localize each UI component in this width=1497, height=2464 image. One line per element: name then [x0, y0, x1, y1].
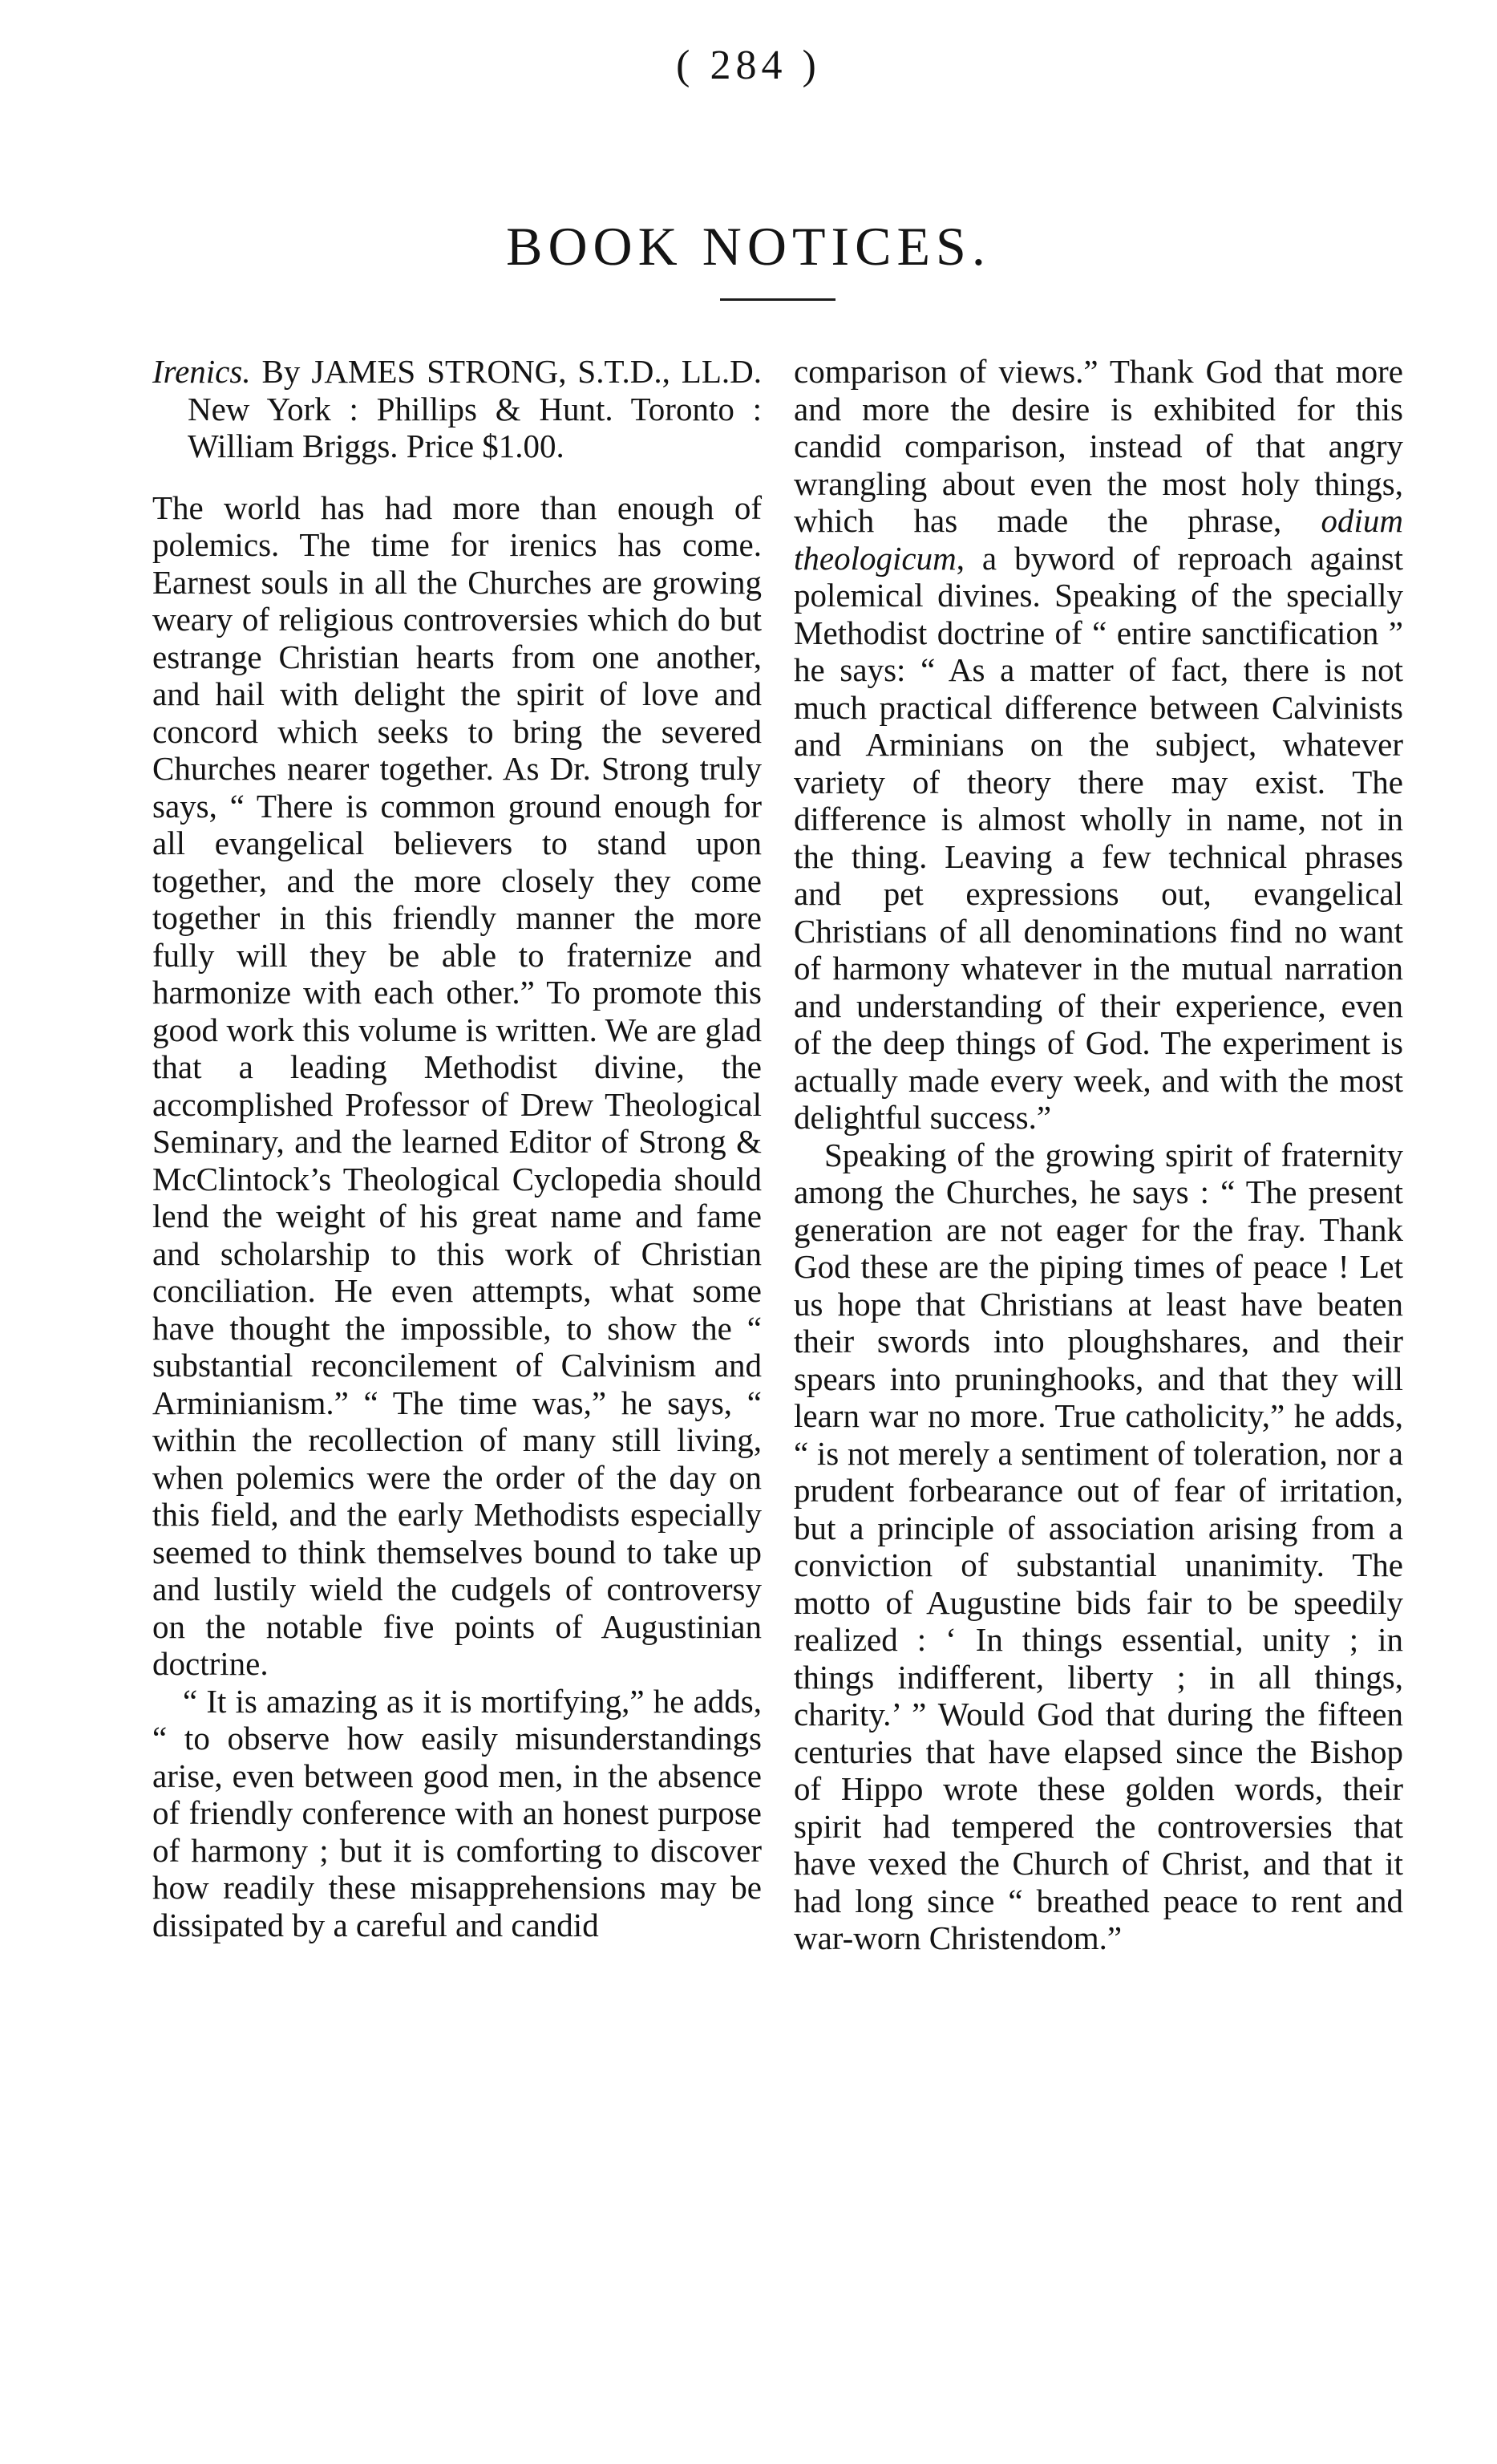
- review-paragraph-1: The world has had more than enough of polemics. The time for irenics has come. Earnest souls in all the Churches are growing weary of religious controversies which do but estrange Christian hearts from one another, and hail with delight the spirit of love and concord which seeks to bring the severed Churches nearer together. As Dr. Strong truly says, “ There is common ground enough for all evangelical believers to stand upon together, and the more closely they come together in this friendly manner the more fully will they be able to fraternize and harmonize with each other.” To promote this good work this volume is written. We are glad that a leading Methodist divine, the accomplished Professor of Drew Theological Seminary, and the learned Editor of Strong & McClintock’s Theological Cyclopedia should lend the weight of his great name and fame and scholarship to this work of Christian conciliation. He even attempts, what some have thought the impossible, to show the “ substantial reconcilement of Calvinism and Arminianism.” “ The time was,” he says, “ within the recollection of many still living, when polemics were the order of the day on this field, and the early Methodists especially seemed to think themselves bound to take up and lustily wield the cudgels of controversy on the notable five points of Augustinian doctrine.: [152, 488, 762, 1682]
- review-paragraph-2: “ It is amazing as it is mortifying,” he adds, “ to observe how easily misunderstandings arise, even between good men, in the absence of friendly conference with an honest purpose of harmony ; but it is comforting to discover how readily these misapprehensions may be dissipated by a careful and candid: [152, 1682, 762, 1943]
- paragraph-text: comparison of views.” Thank God that more and more the desire is exhibited for this candid comparison, instead of that angry wrangling about even the most holy things, which has made the phrase,: [794, 353, 1403, 539]
- page-title: BOOK NOTICES.: [506, 215, 991, 277]
- title-divider: [720, 298, 835, 301]
- paragraph-text: , a byword of reproach against polemical divines. Speaking of the specially Methodist doctrine of “ entire sanctification ” he says: “ As a matter of fact, there is not much practical difference between Calvinists and Arminians on the subject, whatever variety of theory there may exist. The difference is almost wholly in name, not in the thing. Leaving a few technical phrases and pet expressions out, evangelical Christians of all denominations find no want of harmony whatever in the mutual narration and understanding of their experience, even of the deep things of God. The experiment is actually made every week, and with the most delightful success.”: [794, 539, 1403, 1136]
- book-title: Irenics.: [152, 353, 251, 390]
- page-number: ( 284 ): [676, 43, 821, 88]
- review-paragraph-2-continued: [794, 353, 1403, 1137]
- book-details: By JAMES STRONG, S.T.D., LL.D. New York : Phillips & Hunt. Toronto : William Briggs. Price $1.00.: [188, 353, 762, 464]
- left-column: [152, 353, 762, 1943]
- latin-phrase: odium theologicum: [794, 502, 1403, 577]
- right-column: [794, 353, 1403, 1957]
- book-citation: [152, 353, 762, 465]
- review-paragraph-3: Speaking of the growing spirit of fraternity among the Churches, he says : “ The present generation are not eager for the fray. Thank God these are the piping times of peace ! Let us hope that Christians at least have beaten their swords into ploughshares, and their spears into pruninghooks, and that they will learn war no more. True catholicity,” he adds, “ is not merely a sentiment of toleration, nor a prudent forbearance out of fear of irritation, but a principle of association arising from a conviction of substantial unanimity. The motto of Augustine bids fair to be speedily realized : ‘ In things essential, unity ; in things indifferent, liberty ; in all things, charity.’ ” Would God that during the fifteen centuries that have elapsed since the Bishop of Hippo wrote these golden words, their spirit had tempered the controversies that have vexed the Church of Christ, and that it had long since “ breathed peace to rent and war-worn Christendom.”: [794, 1136, 1403, 1956]
